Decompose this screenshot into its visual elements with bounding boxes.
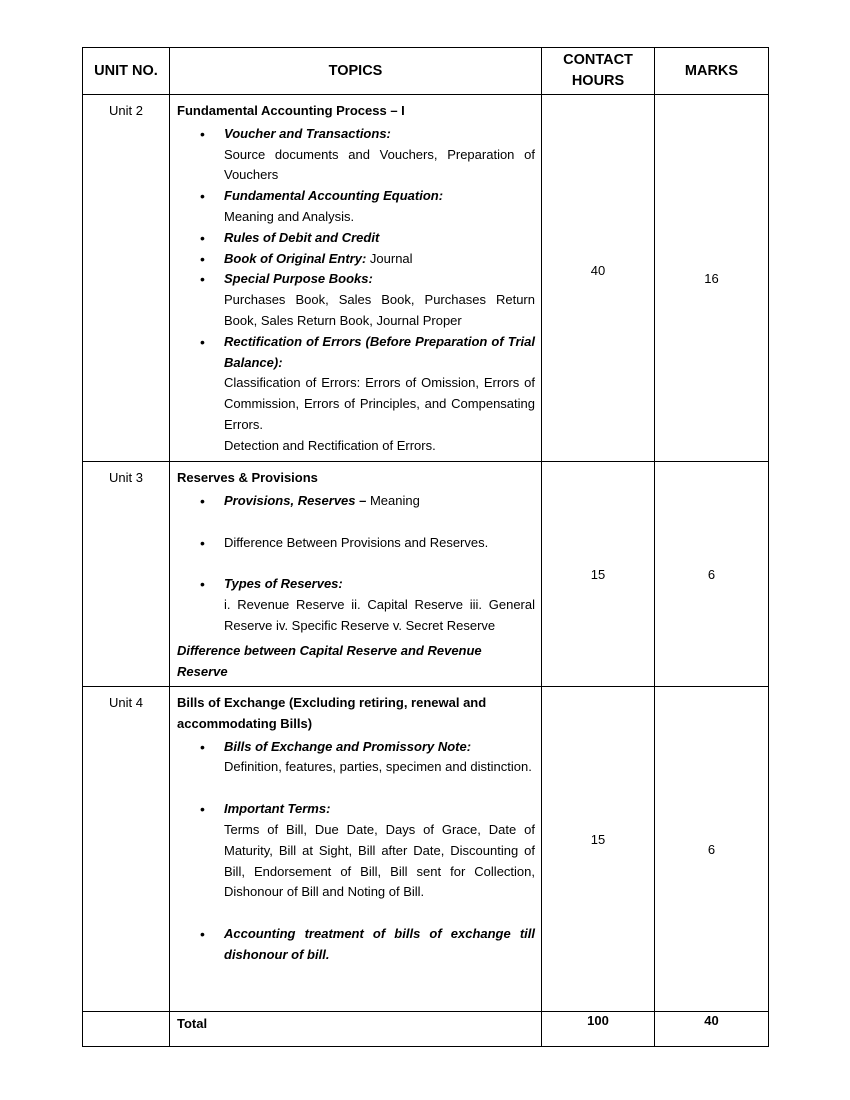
marks-cell <box>655 462 769 687</box>
topic-heading: Fundamental Accounting Equation: <box>224 188 444 204</box>
topic-heading: Rectification of Errors (Before Preparation of Trial Balance): <box>224 333 535 370</box>
contact-hours-cell <box>542 95 655 462</box>
list-item <box>224 269 535 331</box>
topic-description: Source documents and Vouchers, Preparation of Vouchers <box>224 146 535 183</box>
topic-heading: Voucher and Transactions: <box>224 125 391 141</box>
topic-description: Detection and Rectification of Errors. <box>224 437 436 453</box>
unit-footer-note: Difference between Capital Reserve and Revenue Reserve <box>177 642 482 679</box>
list-item <box>224 186 535 228</box>
total-marks: 40 <box>655 1012 769 1047</box>
topic-heading: Rules of Debit and Credit <box>224 229 380 245</box>
total-label: Total <box>170 1012 542 1047</box>
marks-value: 6 <box>707 566 716 582</box>
table-row-unit2 <box>83 95 769 462</box>
header-row <box>83 48 769 95</box>
topic-description: Journal <box>366 250 413 266</box>
table-row-unit3 <box>83 462 769 687</box>
topic-list <box>177 124 535 457</box>
list-item <box>224 124 535 186</box>
header-contact-hours <box>542 48 655 95</box>
topic-heading: Accounting treatment of bills of exchange till dishonour of bill. <box>224 926 535 962</box>
header-contact-hours-line1: CONTACT <box>563 52 633 68</box>
topic-description: Difference Between Provisions and Reserves. <box>224 534 489 550</box>
list-item <box>224 737 535 779</box>
header-unit-no: UNIT NO. <box>83 48 170 95</box>
total-row <box>83 1012 769 1047</box>
topic-description: i. Revenue Reserve ii. Capital Reserve iii. General Reserve iv. Specific Reserve v. Secret Reserve <box>224 597 535 633</box>
marks-value: 6 <box>707 841 716 857</box>
topics-cell <box>170 95 542 462</box>
contact-hours-cell <box>542 687 655 1012</box>
contact-hours-value: 15 <box>590 566 606 582</box>
topic-description: Classification of Errors: Errors of Omission, Errors of Commission, Errors of Principles, and Compensating Errors. <box>224 375 535 432</box>
list-item <box>224 799 535 903</box>
unit-title: Reserves & Provisions <box>177 470 318 485</box>
topic-description: Terms of Bill, Due Date, Days of Grace, Date of Maturity, Bill at Sight, Bill after Date, Discounting of Bill, Endorsement of Bill, Bill sent for Collection, Dishonour of Bill and Noting of Bill. <box>224 821 535 900</box>
marks-cell <box>655 95 769 462</box>
header-marks: MARKS <box>655 48 769 95</box>
topic-list <box>177 737 535 966</box>
topics-cell <box>170 462 542 687</box>
unit-label: Unit 2 <box>83 95 170 462</box>
list-item <box>224 228 535 249</box>
list-item <box>224 533 535 554</box>
unit-title: Fundamental Accounting Process – I <box>177 103 405 118</box>
list-item <box>224 574 535 636</box>
topic-description: Purchases Book, Sales Book, Purchases Return Book, Sales Return Book, Journal Proper <box>224 292 535 328</box>
topic-description: Meaning and Analysis. <box>224 208 355 224</box>
topic-description: Meaning <box>366 492 420 508</box>
list-item <box>224 924 535 966</box>
topic-list <box>177 491 535 637</box>
unit-label: Unit 3 <box>83 462 170 687</box>
topic-heading: Types of Reserves: <box>224 576 343 592</box>
contact-hours-value: 40 <box>590 262 606 278</box>
contact-hours-value: 15 <box>590 831 606 847</box>
header-topics: TOPICS <box>170 48 542 95</box>
syllabus-table <box>82 47 769 1047</box>
list-item <box>224 249 535 270</box>
list-item <box>224 491 535 512</box>
unit-label: Unit 4 <box>83 687 170 1012</box>
total-empty-cell <box>83 1012 170 1047</box>
topic-heading: Provisions, Reserves – <box>224 492 367 508</box>
topic-description: Definition, features, parties, specimen and distinction. <box>224 759 532 775</box>
unit-title: Bills of Exchange (Excluding retiring, renewal and accommodating Bills) <box>177 695 487 731</box>
marks-cell <box>655 687 769 1012</box>
table-row-unit4 <box>83 687 769 1012</box>
topic-heading: Book of Original Entry: <box>224 250 367 266</box>
marks-value: 16 <box>704 270 719 286</box>
topic-heading: Important Terms: <box>224 801 331 817</box>
contact-hours-cell <box>542 462 655 687</box>
total-hours: 100 <box>542 1012 655 1047</box>
topic-heading: Special Purpose Books: <box>224 271 373 287</box>
list-item <box>224 332 535 457</box>
topic-heading: Bills of Exchange and Promissory Note: <box>224 738 472 754</box>
topics-cell <box>170 687 542 1012</box>
header-contact-hours-line2: HOURS <box>571 73 625 89</box>
